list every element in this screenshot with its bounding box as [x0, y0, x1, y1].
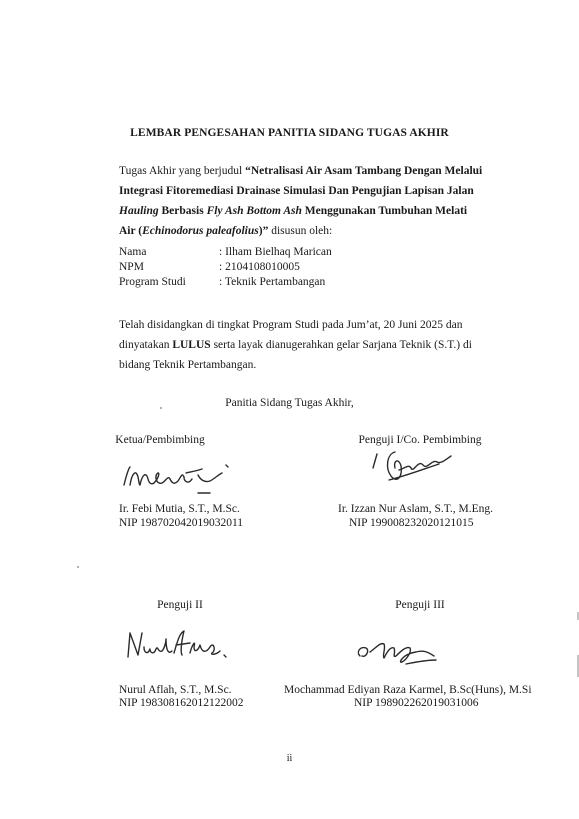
thesis-title-part: Berbasis [158, 205, 207, 217]
thesis-title-part: “Netralisasi Air Asam Tambang Dengan Melalui [245, 165, 483, 177]
author-label-npm: NPM [119, 261, 144, 273]
author-value-name: : Ilham Bielhaq Marican [219, 246, 332, 258]
page-number: ii [286, 753, 293, 764]
committee-heading: Panitia Sidang Tugas Akhir, [225, 397, 354, 409]
signature-penguji-2 [120, 625, 240, 667]
thesis-title-line-2: Integrasi Fitoremediasi Drainase Simulasi Dan Pengujian Lapisan Jalan [119, 185, 474, 197]
role-penguji-2: Penguji II [157, 599, 203, 611]
thesis-title-part: )” [258, 225, 269, 237]
name-penguji-3: Mochammad Ediyan Raza Karmel, B.Sc(Huns), M.Si [284, 684, 532, 696]
statement-line-3: bidang Teknik Pertambangan. [119, 359, 257, 371]
thesis-title-line-4 [119, 222, 332, 242]
signature-ketua [118, 455, 248, 501]
intro-suffix: disusun oleh: [268, 225, 333, 237]
thesis-title-part: Air ( [119, 225, 143, 237]
signature-penguji-1 [365, 446, 465, 494]
role-penguji-1: Penguji I/Co. Pembimbing [358, 434, 482, 446]
author-value-npm: : 2104108010005 [219, 261, 300, 273]
author-value-program: : Teknik Pertambangan [219, 276, 326, 288]
page-title: LEMBAR PENGESAHAN PANITIA SIDANG TUGAS AKHIR [130, 127, 449, 139]
nip-penguji-3: NIP 198902262019031006 [354, 697, 479, 709]
name-penguji-1: Ir. Izzan Nur Aslam, S.T., M.Eng. [338, 503, 494, 515]
thesis-title-line-3 [119, 202, 467, 222]
nip-ketua: NIP 198702042019032011 [119, 517, 244, 529]
author-label-program: Program Studi [119, 276, 186, 288]
nip-penguji-2: NIP 198308162012122002 [119, 697, 244, 709]
thesis-title-line-1 [119, 162, 482, 182]
hauling-term: Hauling [119, 205, 159, 217]
fly-ash-term: Fly Ash Bottom Ash [206, 205, 302, 217]
author-label-name: Nama [119, 246, 147, 258]
intro-prefix: Tugas Akhir yang berjudul [119, 165, 246, 177]
signature-penguji-3 [350, 630, 450, 672]
scan-speck [160, 407, 162, 409]
name-penguji-2: Nurul Aflah, S.T., M.Sc. [119, 684, 232, 696]
role-penguji-3: Penguji III [395, 599, 445, 611]
nip-penguji-1: NIP 199008232020121015 [349, 517, 474, 529]
result-lulus: LULUS [172, 339, 211, 351]
role-ketua: Ketua/Pembimbing [115, 434, 205, 446]
thesis-title-part: Menggunakan Tumbuhan Melati [301, 205, 468, 217]
statement-text: serta layak dianugerahkan gelar Sarjana Teknik (S.T.) di [210, 339, 472, 351]
scan-speck [77, 566, 79, 568]
statement-line-2 [119, 336, 472, 356]
species-name: Echinodorus paleafolius [142, 225, 259, 237]
statement-text: dinyatakan [119, 339, 173, 351]
statement-line-1: Telah disidangkan di tingkat Program Studi pada Jum’at, 20 Juni 2025 dan [119, 319, 463, 331]
name-ketua: Ir. Febi Mutia, S.T., M.Sc. [119, 503, 240, 515]
